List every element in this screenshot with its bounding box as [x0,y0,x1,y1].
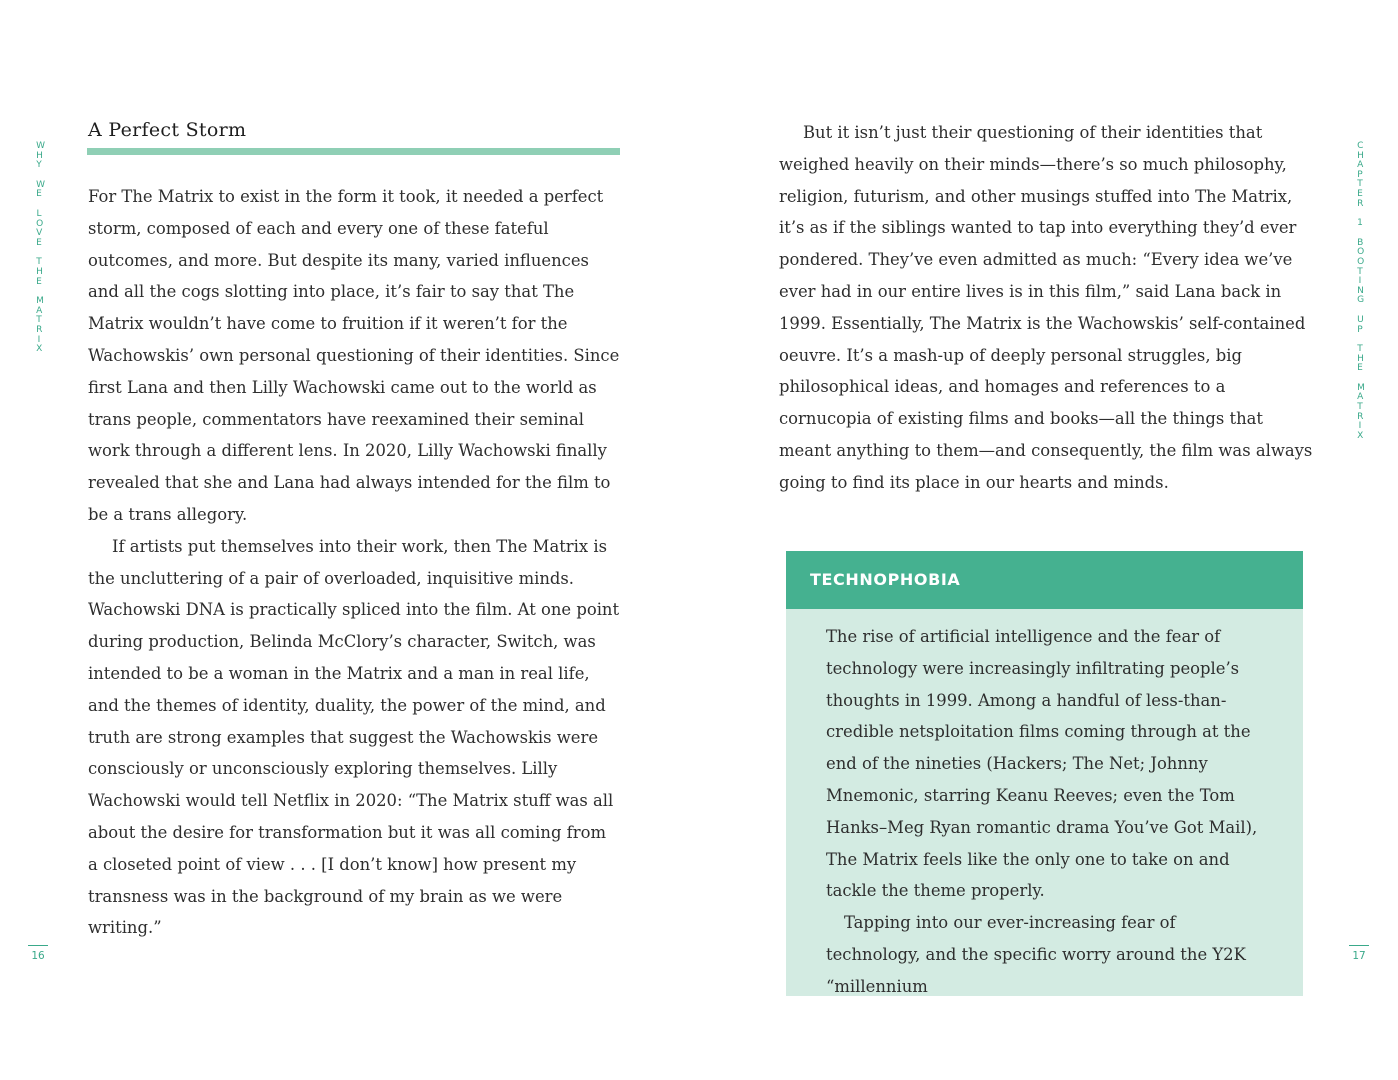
running-head-word: WE [36,179,46,200]
running-head-word: THE [1357,344,1364,374]
page-number-right: 17 [1349,945,1369,962]
running-head-word: WHY [36,141,46,171]
running-head-word: UP [1357,314,1364,335]
running-head-word: MATRIX [1357,382,1365,441]
sidebar-paragraph: Tapping into our ever-increasing fear of technology, and the specific worry around the Y2K “millennium [826,913,1246,996]
running-head-word: MATRIX [36,296,44,355]
left-page-body [88,181,620,944]
body-paragraph: For The Matrix to exist in the form it took, it needed a perfect storm, composed of each and every one of these fateful outcomes, and more. But despite its many, varied influences and all the cogs slotting into place, it’s fair to say that The Matrix wouldn’t have come to fruition if it weren’t for the Wachowskis’ own personal questioning of their identities. Since first Lana and then Lilly Wachowski came out to the world as trans people, commentators have reexamined their seminal work through a different lens. In 2020, Lilly Wachowski finally revealed that she and Lana had always intended for the film to be a trans allegory. [88,187,620,524]
body-paragraph: If artists put themselves into their work, then The Matrix is the uncluttering of a pair of overloaded, inquisitive minds. Wachowski DNA is practically spliced into the film. At one point during production, Belinda McClory’s character, Switch, was intended to be a woman in the Matrix and a man in real life, and the themes of identity, duality, the power of the mind, and truth are strong examples that suggest the Wachowskis were consciously or unconsciously exploring themselves. Lilly Wachowski would tell Netflix in 2020: “The Matrix stuff was all about the desire for transformation but it was all coming from a closeted point of view . . . [I don’t know] how present my transness was in the background of my brain as we were writing.” [88,536,620,938]
heading-underline-bar [87,148,620,155]
sidebar-body [786,609,1303,1003]
running-head-left [30,142,48,355]
running-head-word: THE [36,257,43,287]
sidebar-paragraph: The rise of artificial intelligence and the fear of technology were increasingly infiltrating people’s thoughts in 1999. Among a handful of less-than-credible netsploitation films coming through at the end of the nineties (Hackers; The Net; Johnny Mnemonic, starring Keanu Reeves; even the Tom Hanks–Meg Ryan romantic drama You’ve Got Mail), The Matrix feels like the only one to take on and tackle the theme properly. [826,627,1258,901]
sidebar-title: TECHNOPHOBIA [786,551,1303,609]
section-heading: A Perfect Storm [88,119,247,141]
running-head-word: 1 [1357,218,1363,229]
page-number-left: 16 [28,945,48,962]
running-head-word: BOOTING [1357,237,1365,306]
running-head-word: CHAPTER [1357,141,1364,209]
sidebar-box [786,551,1303,996]
running-head-right [1351,142,1369,441]
body-paragraph: But it isn’t just their questioning of their identities that weighed heavily on their minds—there’s so much philosophy, religion, futurism, and other musings stuffed into The Matrix, it’s as if the siblings wanted to tap into everything they’d ever pondered. They’ve even admitted as much: “Every idea we’ve ever had in our entire lives is in this film,” said Lana back in 1999. Essentially, The Matrix is the Wachowskis’ self-contained oeuvre. It’s a mash-up of deeply personal struggles, big philosophical ideas, and homages and references to a cornucopia of existing films and books—all the things that meant anything to them—and consequently, the film was always going to find its place in our hearts and minds. [779,123,1313,492]
running-head-word: LOVE [36,208,44,248]
right-page-body [779,117,1313,499]
